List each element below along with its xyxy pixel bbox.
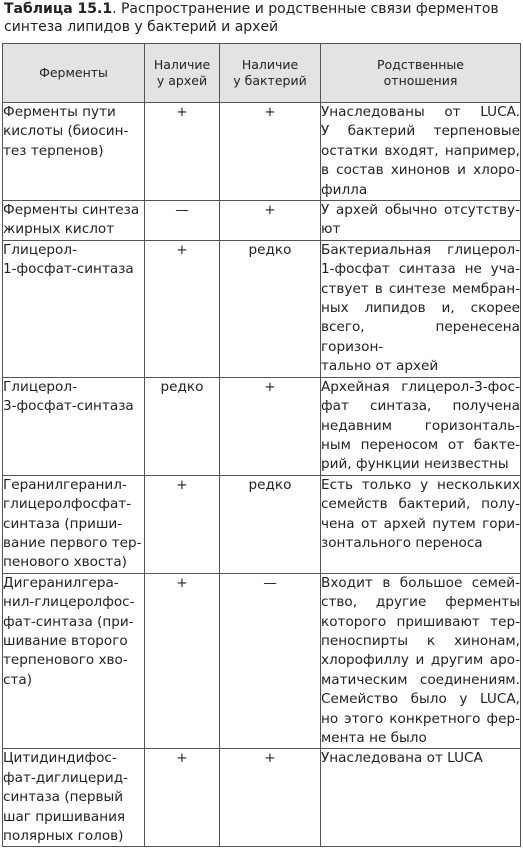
relation-line: в состав хинонов и хлоро- bbox=[321, 162, 520, 179]
relation-line: семейств бактерий, полу- bbox=[321, 496, 520, 513]
relation-line: Входит в большое семей- bbox=[321, 574, 520, 591]
relation-line: Унаследована от LUCA bbox=[321, 750, 483, 767]
table-row bbox=[3, 749, 521, 847]
relation-line: которого пришивают тер- bbox=[321, 613, 520, 630]
header-bacteria-line: Наличие bbox=[241, 57, 299, 72]
enzyme-name-line: Ферменты пути bbox=[3, 104, 116, 120]
relation-line: 1-фосфат синтаза не уча- bbox=[321, 261, 520, 278]
table-row bbox=[3, 475, 521, 573]
header-relations bbox=[321, 44, 521, 103]
relation-line: У бактерий терпеновые bbox=[321, 123, 520, 140]
relation-line: ство, другие ферменты bbox=[321, 594, 520, 611]
enzyme-name-line: кислоты (биосин- bbox=[3, 123, 129, 140]
enzyme-name-line: 3-фосфат-синтаза bbox=[3, 398, 134, 415]
enzyme-name-line: терпенового хво- bbox=[3, 652, 128, 669]
enzyme-name-line: фат-синтаза (при- bbox=[3, 613, 134, 630]
relation-line: Архейная глицерол-3-фос- bbox=[321, 378, 520, 395]
enzyme-name-line: синтаза (первый bbox=[3, 789, 124, 806]
relation-line: ют bbox=[321, 221, 341, 238]
relation-line: ствует в синтезе мембран- bbox=[321, 280, 520, 297]
enzyme-name-line: пенового хвоста) bbox=[3, 554, 127, 571]
relation-cell bbox=[321, 240, 521, 377]
relation-line: всего, перенесена горизон- bbox=[321, 319, 520, 355]
archaea-presence-cell: + bbox=[145, 240, 220, 377]
relation-cell bbox=[321, 749, 521, 847]
relation-line: пеноспирты к хинонам, bbox=[321, 632, 520, 649]
table-caption bbox=[4, 0, 520, 36]
enzyme-name-line: шаг пришивания bbox=[3, 808, 126, 825]
header-archaea-line: Наличие bbox=[153, 57, 211, 72]
bacteria-presence-cell: редко bbox=[220, 240, 321, 377]
table-number: Таблица 15.1 bbox=[4, 1, 113, 17]
bacteria-presence-cell: + bbox=[220, 749, 321, 847]
caption-line-2: синтеза липидов у бактерий и архей bbox=[4, 19, 279, 35]
header-archaea bbox=[145, 44, 220, 103]
relation-line: Семейство было у LUCA, bbox=[321, 691, 520, 708]
enzyme-name-cell bbox=[3, 573, 145, 749]
table-header-row bbox=[3, 44, 521, 103]
table-row bbox=[3, 103, 521, 201]
table-row bbox=[3, 240, 521, 377]
relation-line: Унаследованы от LUCA. bbox=[321, 104, 520, 120]
archaea-presence-cell: — bbox=[145, 201, 220, 241]
bacteria-presence-cell: редко bbox=[220, 475, 321, 573]
relation-line: но этого конкретного фер- bbox=[321, 710, 520, 727]
enzyme-name-line: Дигеранилгера- bbox=[3, 574, 119, 591]
archaea-presence-cell: + bbox=[145, 749, 220, 847]
relation-cell bbox=[321, 573, 521, 749]
table-body bbox=[3, 103, 521, 847]
relation-line: остатки входят, например, bbox=[321, 142, 520, 159]
relation-line: Бактериальная глицерол- bbox=[321, 241, 520, 258]
enzyme-name-line: 1-фосфат-синтаза bbox=[3, 261, 134, 278]
header-bacteria-line: у бактерий bbox=[233, 73, 307, 88]
enzyme-name-cell bbox=[3, 749, 145, 847]
enzyme-name-line: полярных голов) bbox=[3, 828, 124, 845]
header-relations-line: отношения bbox=[383, 73, 458, 88]
header-enzymes: Ферменты bbox=[3, 44, 145, 103]
relation-line: матическим соединениям. bbox=[321, 671, 520, 688]
enzyme-name-line: Глицерол- bbox=[3, 241, 77, 258]
archaea-presence-cell: редко bbox=[145, 377, 220, 475]
enzyme-name-line: нил-глицеролфос- bbox=[3, 594, 135, 611]
bacteria-presence-cell: + bbox=[220, 377, 321, 475]
table-row bbox=[3, 573, 521, 749]
header-relations-line: Родственные bbox=[377, 57, 464, 72]
enzyme-name-line: Геранилгеранил- bbox=[3, 476, 127, 493]
enzyme-name-line: ста) bbox=[3, 671, 33, 688]
enzyme-name-line: Цитидиндифос- bbox=[3, 750, 117, 767]
archaea-presence-cell: + bbox=[145, 573, 220, 749]
enzyme-name-line: жирных кислот bbox=[3, 221, 115, 238]
enzyme-name-line: вание первого тер- bbox=[3, 534, 142, 551]
relation-line: ных липидов и, скорее bbox=[321, 300, 520, 317]
caption-line-1 bbox=[4, 0, 520, 18]
relation-cell bbox=[321, 201, 521, 241]
relation-line: недавним горизонталь- bbox=[321, 417, 520, 434]
relation-line: мента не было bbox=[321, 730, 427, 746]
relation-cell bbox=[321, 103, 521, 201]
enzyme-name-cell bbox=[3, 377, 145, 475]
bacteria-presence-cell: + bbox=[220, 201, 321, 241]
bacteria-presence-cell: + bbox=[220, 103, 321, 201]
enzyme-name-cell bbox=[3, 201, 145, 241]
table-row bbox=[3, 201, 521, 241]
relation-line: зонтального переноса bbox=[321, 534, 483, 551]
enzymes-table bbox=[2, 43, 521, 847]
enzyme-name-line: синтаза (приши- bbox=[3, 515, 123, 532]
bacteria-presence-cell: — bbox=[220, 573, 321, 749]
relation-line: Есть только у нескольких bbox=[321, 476, 520, 493]
header-bacteria bbox=[220, 44, 321, 103]
relation-cell bbox=[321, 377, 521, 475]
relation-line: тально от архей bbox=[321, 358, 439, 375]
enzyme-name-line: шивание второго bbox=[3, 632, 128, 649]
relation-line: фат синтаза, получена bbox=[321, 398, 520, 415]
relation-line: хлорофиллу и другим аро- bbox=[321, 652, 520, 669]
enzyme-name-line: глицеролфосфат- bbox=[3, 496, 132, 513]
relation-line: чена от архей путем гори- bbox=[321, 515, 520, 532]
header-archaea-line: у архей bbox=[156, 73, 208, 88]
relation-cell bbox=[321, 475, 521, 573]
enzyme-name-cell bbox=[3, 103, 145, 201]
archaea-presence-cell: + bbox=[145, 103, 220, 201]
relation-line: филла bbox=[321, 181, 368, 198]
enzyme-name-line: Глицерол- bbox=[3, 378, 77, 395]
relation-line: У архей обычно отсутству- bbox=[321, 202, 520, 219]
relation-line: рий, функции неизвестны bbox=[321, 456, 509, 473]
enzyme-name-line: фат-диглицерид- bbox=[3, 769, 129, 786]
enzyme-name-cell bbox=[3, 475, 145, 573]
enzyme-name-line: тез терпенов) bbox=[3, 142, 104, 159]
relation-line: ным переносом от бакте- bbox=[321, 436, 520, 453]
caption-title-part-1: . Распространение и родственные связи ферментов bbox=[112, 1, 499, 17]
enzyme-name-cell bbox=[3, 240, 145, 377]
archaea-presence-cell: + bbox=[145, 475, 220, 573]
enzyme-name-line: Ферменты синтеза bbox=[3, 202, 140, 219]
table-row bbox=[3, 377, 521, 475]
